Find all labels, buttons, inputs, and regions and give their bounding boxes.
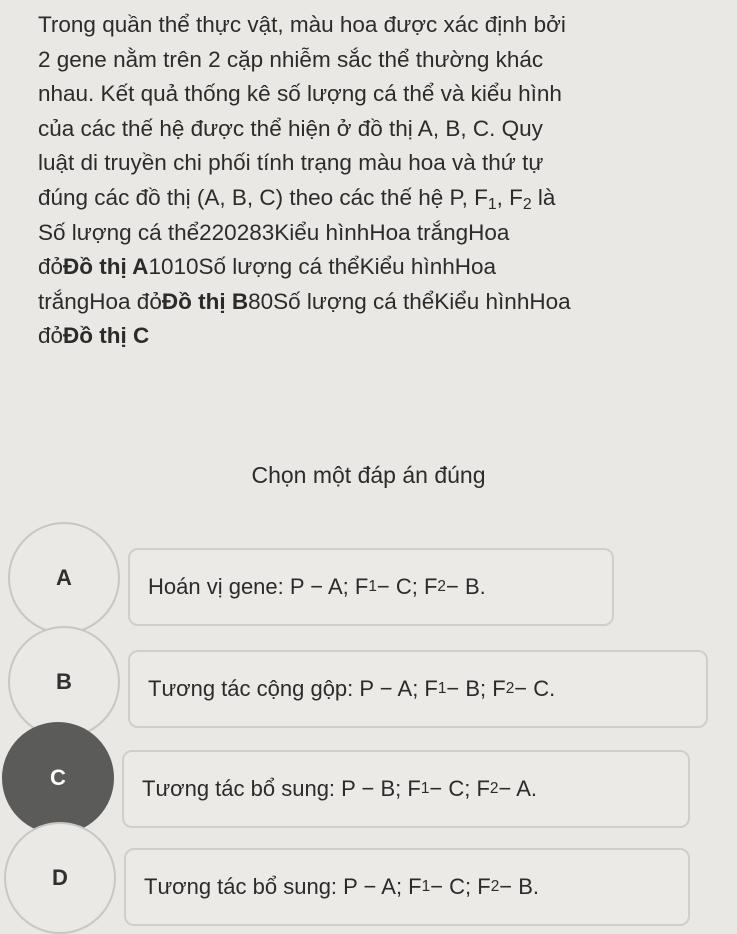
option-text-segment: − B. [445,574,486,599]
option-text-segment: − C; F [376,574,438,599]
question-text-segment: đỏ [38,254,64,280]
question-text-segment: đúng các đồ thị (A, B, C) theo các thế hệ P, F [38,184,488,210]
option-letter-circle[interactable] [2,722,114,834]
option-text-segment: Hoán vị gene: P − A; F [148,574,369,599]
question-line: 2 gene nằm trên 2 cặp nhiễm sắc thể thường khác [38,46,544,72]
graph-label: Đồ thị A [63,254,149,280]
option-answer-box[interactable]: Tương tác cộng gộp: P − A; F 1 − B; F 2 − C. [128,650,708,728]
question-line [38,319,728,354]
option-text-segment: − B; F [446,676,506,701]
option-letter-circle[interactable] [8,626,120,738]
question-line: luật di truyền chi phối tính trạng màu hoa và thứ tự [38,150,544,176]
question-line [38,285,728,320]
question-line [38,181,728,216]
option-answer-box[interactable]: Tương tác bổ sung: P − A; F 1 − C; F 2 − B. [124,848,690,926]
question-text [38,8,728,354]
prompt-text: Chọn một đáp án đúng [251,462,486,488]
option-text-segment: Tương tác bổ sung: P − B; F [142,776,421,801]
question-text-segment: là [531,184,556,210]
question-line: của các thế hệ được thể hiện ở đồ thị A, B, C. Quy [38,115,543,141]
option-letter: A [56,565,72,590]
option-letter-circle[interactable] [8,522,120,634]
option-text-segment: Tương tác cộng gộp: P − A; F [148,676,438,701]
option-text-segment: − C. [514,676,556,701]
option-text-segment: − A. [498,776,538,801]
option-letter-circle[interactable] [4,822,116,934]
question-text-segment: đỏ [38,323,64,349]
option-letter: B [56,669,72,694]
subscript: 2 [522,195,532,213]
option-letter: C [50,765,66,790]
question-text-segment: 80Số lượng cá thểKiểu hìnhHoa [248,288,571,314]
question-text-segment: 1010Số lượng cá thểKiểu hìnhHoa [148,254,497,280]
question-text-segment: trắngHoa đỏ [38,288,162,314]
option-text-segment: Tương tác bổ sung: P − A; F [144,874,422,899]
question-line: nhau. Kết quả thống kê số lượng cá thể và kiểu hình [38,81,562,107]
option-answer-box[interactable]: Hoán vị gene: P − A; F 1 − C; F 2 − B. [128,548,614,626]
question-line [38,250,728,285]
graph-label: Đồ thị C [63,323,150,349]
option-text-segment: − B. [499,874,540,899]
option-text-segment: − C; F [430,874,491,899]
subscript: 1 [487,195,497,213]
option-text-segment: − C; F [429,776,490,801]
option-answer-box[interactable]: Tương tác bổ sung: P − B; F 1 − C; F 2 − A. [122,750,690,828]
graph-label: Đồ thị B [161,288,249,314]
question-line: Trong quần thể thực vật, màu hoa được xác định bởi [38,12,566,37]
question-line: Số lượng cá thể220283Kiểu hìnhHoa trắngHoa [38,219,510,245]
option-letter: D [52,865,68,890]
question-text-segment: , F [496,184,523,210]
